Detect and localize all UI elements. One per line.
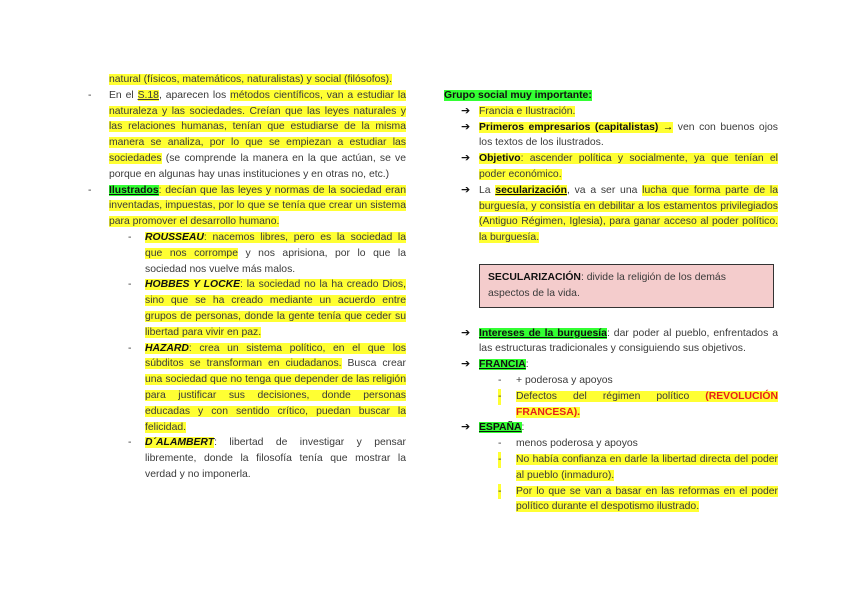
section-heading: Grupo social muy importante: [444, 90, 592, 101]
dash-marker: - [128, 279, 132, 291]
ilustrados-term: Ilustrados [109, 184, 159, 196]
sub-item-hazard: - HAZARD: crea un sistema político, en el que los súbditos se transforman en ciudadanos. Busca crear una sociedad que no tenga que depender de las religión para justificar sus decisiones, donde personas educadas y con sentido crítico, puedan buscar la felicidad. [128, 342, 406, 433]
left-column [88, 72, 406, 483]
hobbes-name: HOBBES Y LOCKE [145, 279, 241, 291]
sub-item-hobbes-locke: - HOBBES Y LOCKE: la sociedad no la ha creado Dios, sino que se ha creado mediante un acuerdo entre grupos de personas, donde la gente tenía que ceder su libertad para vivir en paz. [128, 279, 407, 338]
arrow-icon: ➔ [461, 421, 471, 434]
dash-marker: - [88, 184, 92, 196]
hazard-name: HAZARD [145, 342, 189, 354]
espana-detail-1: - menos poderosa y apoyos [444, 436, 778, 452]
sub-item-alambert: - D´ALAMBERT: libertad de investigar y pensar libremente, donde la filosofía tenía que mostrar la verdad y no imponerla. [128, 437, 406, 480]
alambert-name: D´ALAMBERT [145, 437, 215, 449]
rousseau-name: ROUSSEAU [145, 231, 204, 243]
intro-highlight: natural (físicos, matemáticos, naturalistas) y social (filósofos). [109, 74, 392, 85]
intro-text [88, 72, 406, 88]
arrow-item-secularizacion: ➔ La secularización, va a ser una lucha que forma parte de la burguesía, y consistía en debilitar a los estamentos privilegiados (Antiguo Régimen, Iglesia), para ganar acceso al poder político. la burguesía. [461, 183, 779, 244]
dash-marker: - [128, 342, 132, 354]
arrow-item-francia: ➔ FRANCIA: [444, 357, 778, 373]
dash-marker: - [88, 89, 92, 101]
list-item-ilustrados: - Ilustrados: decían que las leyes y normas de la sociedad eran inventadas, impuestas, por lo que se tenía que crear un sistema para promover el desarrollo humano. [88, 184, 406, 228]
arrow-icon: ➔ [461, 120, 471, 133]
list-item-methods: - En el S.18, aparecen los métodos científicos, van a estudiar la naturaleza y las sociedades. Creían que las leyes naturales y las relaciones humanas, tenían que estudiarse de la misma manera se analiza, por lo que se empiezan a estudiar las sociedades (se comprende la manera en la que actúan, se ve porque en algunas hay unas instituciones y en otras no, etc.) [88, 89, 406, 180]
francia-detail-2: - Defectos del régimen político (REVOLUCIÓN FRANCESA). [498, 390, 778, 418]
francia-detail-1: - + poderosa y apoyos [444, 373, 778, 389]
dash-marker: - [498, 452, 501, 468]
right-column [444, 88, 778, 515]
sub-item-rousseau: - ROUSSEAU: nacemos libres, pero es la sociedad la que nos corrompe y nos aprisiona, por lo que la sociedad nos vuelve más malos. [128, 231, 407, 275]
dash-marker: - [498, 484, 501, 500]
arrow-item-francia-ilustracion: ➔ Francia e Ilustración. [444, 104, 778, 120]
arrow-item-empresarios: ➔ Primeros empresarios (capitalistas) → ven con buenos ojos los textos de los ilustrados. [461, 120, 778, 149]
dash-marker: - [498, 374, 502, 386]
arrow-icon: ➔ [461, 326, 471, 339]
arrow-item-espana: ➔ ESPAÑA: [444, 420, 778, 436]
arrow-icon: ➔ [461, 358, 471, 371]
dash-marker: - [498, 389, 501, 405]
arrow-icon: ➔ [461, 104, 471, 117]
secularizacion-definition-box: SECULARIZACIÓN: divide la religión de los demás aspectos de la vida. [479, 264, 774, 308]
arrow-icon: ➔ [461, 183, 471, 196]
dash-marker: - [128, 437, 132, 449]
espana-detail-3: - Por lo que se van a basar en las reformas en el poder político durante el despotismo ilustrado. [498, 485, 778, 513]
dash-marker: - [128, 231, 132, 243]
arrow-icon: ➔ [461, 152, 471, 165]
espana-detail-2: - No había confianza en darle la libertad directa del poder al pueblo (inmaduro). [498, 453, 778, 481]
arrow-item-intereses: ➔ Intereses de la burguesía: dar poder al pueblo, enfrentados a las estructuras tradicionales y consiguiendo sus objetivos. [461, 326, 778, 355]
dash-marker: - [498, 438, 502, 450]
arrow-item-objetivo: ➔ Objetivo: ascender política y socialmente, ya que tenían el poder económico. [461, 152, 778, 180]
